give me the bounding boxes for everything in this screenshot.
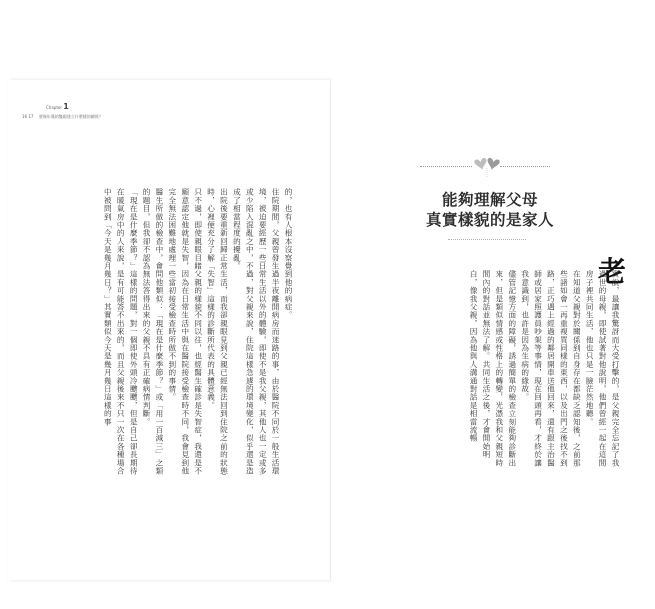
chapter-label <box>46 104 69 110</box>
paragraph: 的，也有人根本沒察覺到他的病症。 <box>284 188 293 320</box>
running-header-line <box>22 114 103 119</box>
drop-cap: 老 <box>598 255 627 288</box>
title-line-1: 能夠理解父母 <box>441 191 538 209</box>
paragraph: 出院後要重新回歸正常生活，而我卻親眼見到父親已經無法回到住院之前的狀態時，心裡便充分了解「失智」這樣的診斷所代表的具體意義。 <box>206 188 229 475</box>
paragraph: 在知道父親對於關係到自身存在都缺乏認知後，之前那些諸如會一再重複買同樣的東西，以及出門之後找不到路，正巧遇上經過的鄰居開車送他回來，還有跟主治醫師或居家照護員吵架等事情，現在回頭再看，才終於讓我意識到，也許是因為生病的緣故。 <box>520 270 582 467</box>
dotted-rule <box>500 166 550 168</box>
chapter-number: 1 <box>63 102 69 111</box>
left-page-body <box>32 188 294 482</box>
title-line-2: 真實樣貌的是家人 <box>425 211 554 229</box>
paragraph: 儘管記憶方面的障礙，誘過簡單的檢查立刻能夠診斷出來，但是類似情感或性格上的轉變，光憑我和父親短時間內的對話並無法了解。共同生活之後，才會開始明白，像我父親，因為他與人溝通對話是相當流暢 <box>469 270 517 467</box>
hearts-ornament-icon <box>472 154 502 178</box>
dotted-rule <box>448 239 526 241</box>
right-page-body <box>349 270 621 468</box>
chapter-title: 要與年邁的雙親建立什麼樣的關係？ <box>38 114 103 119</box>
dotted-rule <box>420 166 472 168</box>
paragraph: 「現在是什麼季節？」這樣的問題，對一個即使外頭冷颼颼，但是自己卻長期待在暖氣房中的人來說，是有可能答不出來的，而且父親後來不只一次在各種場合中被問到「今天是幾月幾日？」其實類似今天是幾月幾日這樣的事 <box>103 188 139 475</box>
page-numbers: 16 17 <box>22 114 34 119</box>
paragraph: 住院期間，父親曾發生過半夜離開病房而迷路的事，由於醫院不同於一般生活環境，被迫要經歷一些日常生活以外的體驗，即使不是我父親，其他人也一定或多或少陷入混亂之中，不過，對父親來說，住院這樣急遽的環境變化，似乎還是造成了相當程度的擾亂。 <box>232 188 281 475</box>
chapter-word: Chapter <box>46 105 62 110</box>
paragraph: 醫生所做的檢查中，會問他類似：「現在是什麼季節？」或「用一百減三」之類的題目，但我卻不認為無法答得出來的父親不具有正確病情判斷。 <box>142 188 164 475</box>
paragraph: 實說，最讓我驚訝而大受打擊的，是父親完全忘記了我過世的母親，即使試著對他說明，他們曾經一起在這間房子裡共同生活，他也只是一臉茫然地聽。 <box>585 270 620 467</box>
page-title <box>420 190 560 230</box>
paragraph: 只不過，即使親眼目睹父親的樣貌不同以往，也經醫生確診是失智症，我還是不願意認定他就是失智，因為在日常生活中與在醫院接受檢查時不同，我會見到他完全無法困難地處理一些當初接受檢查時所做不到的事情。 <box>167 188 203 475</box>
